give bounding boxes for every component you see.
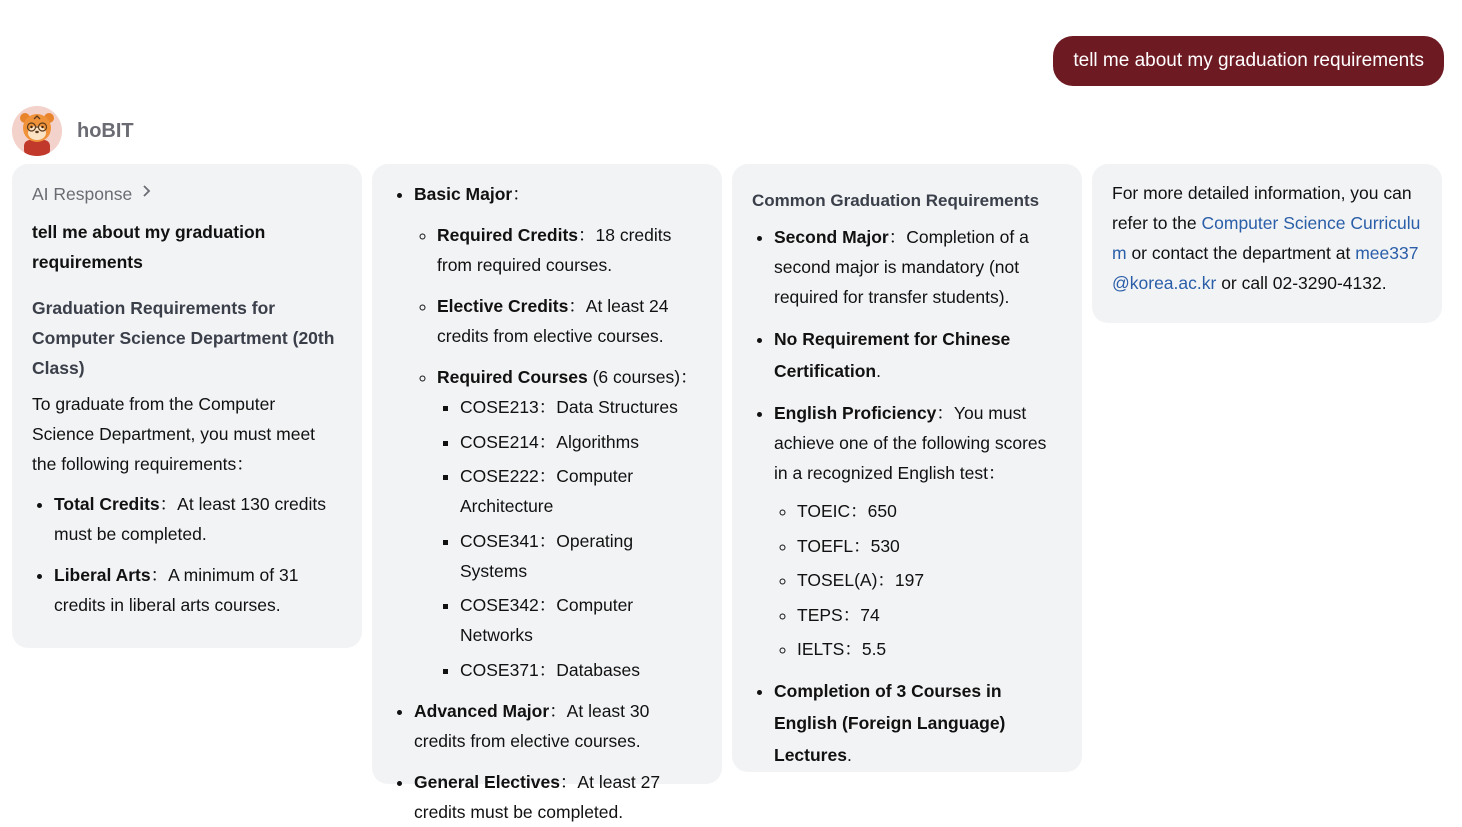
item-text: ：At least 24 credits from elective courses. — [437, 296, 669, 346]
item-text: (6 courses)： — [587, 367, 698, 387]
response-card-1 — [12, 164, 362, 648]
score-item: ◦ TEPS：74 — [797, 600, 1062, 630]
item-label: Advanced Major — [414, 700, 550, 721]
list-item — [54, 560, 342, 620]
response-card-3 — [732, 164, 1082, 772]
item-label: Second Major — [774, 227, 889, 247]
item-text: ：You must achieve one of the following scores in a recognized English test： — [774, 403, 1047, 483]
list-item — [414, 767, 702, 827]
item-text: ： — [512, 184, 530, 204]
list-item — [774, 222, 1062, 312]
list-item — [54, 489, 342, 549]
section-heading: Common Graduation Requirements — [752, 191, 1040, 210]
item-text: ：At least 130 credits must be completed. — [54, 494, 326, 544]
course-item: ▪ COSE342：Computer Networks — [460, 590, 702, 650]
list-item — [414, 179, 702, 685]
user-message-bubble: tell me about my graduation requirements — [1053, 36, 1444, 86]
score-item: ◦ TOEIC：650 — [797, 496, 1062, 526]
response-card-4 — [1092, 164, 1442, 323]
item-text: ：Completion of a second major is mandatory (not required for transfer students). — [774, 227, 1029, 307]
chevron-right-icon — [142, 179, 152, 209]
item-text: . — [876, 361, 881, 381]
course-item: ▪ COSE371：Databases — [460, 655, 702, 685]
item-text: ：A minimum of 31 credits in liberal arts courses. — [54, 565, 299, 615]
list-item — [774, 323, 1062, 387]
item-label: Basic Major — [414, 184, 513, 204]
item-label: No Requirement for Chinese Certification — [774, 329, 1011, 381]
ai-response-label: AI Response — [32, 184, 133, 204]
course-item: ▪ COSE222：Computer Architecture — [460, 461, 702, 521]
course-item: ▪ COSE341：Operating Systems — [460, 526, 702, 586]
score-item: ◦ IELTS：5.5 — [797, 634, 1062, 664]
list-item — [774, 398, 1062, 664]
intro-text: To graduate from the Computer Science Department, you must meet the following requirements： — [32, 394, 316, 474]
item-label: Liberal Arts — [54, 565, 151, 585]
course-item: ▪ COSE213：Data Structures — [460, 392, 702, 422]
list-item — [437, 291, 702, 351]
item-label: General Electives — [414, 771, 560, 792]
item-label: Elective Credits — [437, 296, 569, 316]
curriculum-link[interactable]: Computer Science Curriculum — [1112, 213, 1421, 263]
tiger-mascot-icon — [12, 106, 62, 156]
ai-response-link[interactable] — [32, 179, 342, 209]
paragraph-text: or call 02-3290-4132. — [1216, 273, 1387, 293]
list-item — [437, 220, 702, 280]
item-label: Required Credits — [437, 225, 578, 245]
paragraph-text: For more detailed information, you can refer to the — [1112, 183, 1412, 233]
item-label: English Proficiency — [774, 403, 937, 423]
paragraph-text: or contact the department at — [1126, 243, 1356, 263]
list-item — [437, 362, 702, 685]
item-text: ：18 credits from required courses. — [437, 225, 672, 275]
item-label: Required Courses — [437, 367, 588, 387]
section-heading: Graduation Requirements for Computer Science Department (20th Class) — [32, 298, 335, 378]
response-card-2 — [372, 164, 722, 822]
course-item: ▪ COSE214：Algorithms — [460, 427, 702, 457]
item-text: ：At least 27 credits must be completed. — [414, 771, 661, 822]
score-item: ◦ TOEFL：530 — [797, 531, 1062, 561]
contact-paragraph — [1112, 178, 1422, 298]
list-item — [774, 675, 1062, 771]
bot-header — [12, 106, 134, 156]
item-label: Total Credits — [54, 494, 160, 514]
bot-name: hoBIT — [77, 119, 134, 142]
question-echo: tell me about my graduation requirements — [32, 222, 266, 272]
list-item — [414, 696, 702, 756]
email-link[interactable]: mee337@korea.ac.kr — [1112, 243, 1419, 293]
score-item: ◦ TOSEL(A)：197 — [797, 565, 1062, 595]
item-text: ：At least 30 credits from elective courses. — [414, 700, 650, 751]
item-text: . — [846, 745, 852, 765]
item-label: Completion of 3 Courses in English (Foreign Language) Lectures — [774, 681, 1006, 765]
